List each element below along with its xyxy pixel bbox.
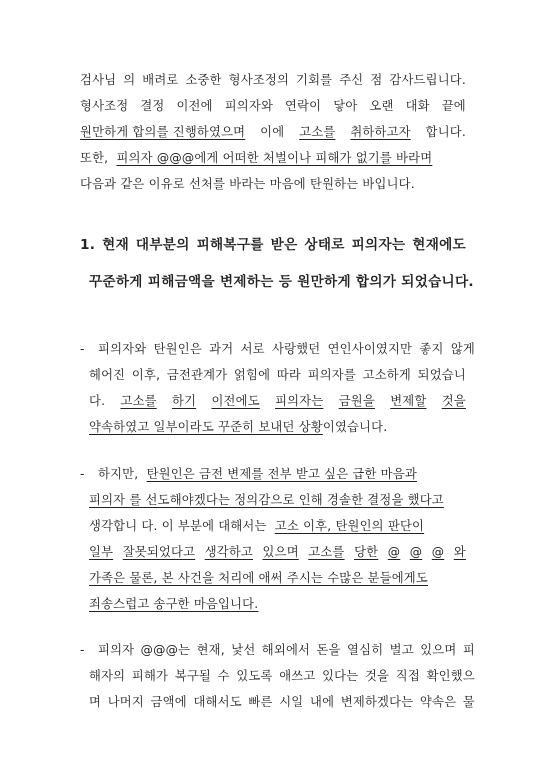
p2-line-1: 하지만, 탄원인은 금전 변제를 전부 받고 싶은 급한 마음과 xyxy=(98,467,417,481)
p3-line-2: 해자의 피해가 복구될 수 있도록 애쓰고 있다는 것을 직접 확인했으 xyxy=(89,669,475,683)
intro-line-2: 형사조정 결정 이전에 피의자와 연락이 닿아 오랜 대화 끝에 xyxy=(80,99,466,113)
p1-line-1: 피의자와 탄원인은 과거 서로 사랑했던 연인사이였지만 좋지 않게 xyxy=(98,342,475,356)
p1-line-4: 약속하였고 일부이라도 꾸준히 보내던 상황이였습니다. xyxy=(89,420,388,434)
intro-line-1: 검사님 의 배려로 소중한 형사조정의 기회를 주신 점 감사드립니다. xyxy=(80,73,466,87)
p1-line-3: 다. 고소를 하기 이전에도 피의자는 금원을 변제할 것을 xyxy=(89,394,466,408)
bullet-dash: - xyxy=(80,342,85,356)
p2-line-5: 가족은 물론, 본 사건을 처리에 애써 주시는 수많은 분들에게도 xyxy=(89,571,428,585)
p3-line-3: 며 나머지 금액에 대해서도 빠른 시일 내에 변제하겠다는 약속은 물 xyxy=(89,695,475,709)
p1-line-2: 헤어진 이후, 금전관계가 얽힘에 따라 피의자를 고소하게 되었습니 xyxy=(89,368,466,382)
p2-line-3: 생각합니 다. 이 부분에 대해서는 고소 이후, 탄원인의 판단이 xyxy=(89,519,425,533)
bullet-dash: - xyxy=(80,467,85,481)
p2-line-2: 피의자 를 선도해야겠다는 정의감으로 인해 경솔한 결정을 했다고 xyxy=(89,493,444,507)
p3-line-1: 피의자 @@@는 현재, 낯선 해외에서 돈을 열심히 벌고 있으며 피 xyxy=(98,643,475,657)
p2-line-4: 일부 잘못되었다고 생각하고 있으며 고소를 당한 @ @ @ 와 xyxy=(89,545,466,559)
intro-line-4: 또한, 피의자 @@@에게 어떠한 처벌이나 피해가 없기를 바라며 xyxy=(80,151,433,165)
bullet-dash: - xyxy=(80,643,85,657)
intro-line-3: 원만하게 합의를 진행하였으며 이에 고소를 취하하고자 합니다. xyxy=(80,125,466,139)
p2-line-6: 죄송스럽고 송구한 마음입니다. xyxy=(89,597,259,611)
section-heading-line-1: 1. 현재 대부분의 피해복구를 받은 상태로 피의자는 현재에도 xyxy=(80,237,466,253)
intro-line-5: 다음과 같은 이유로 선처를 바라는 마음에 탄원하는 바입니다. xyxy=(80,177,415,191)
section-heading-line-2: 꾸준하게 피해금액을 변제하는 등 원만하게 합의가 되었습니다. xyxy=(89,274,474,290)
